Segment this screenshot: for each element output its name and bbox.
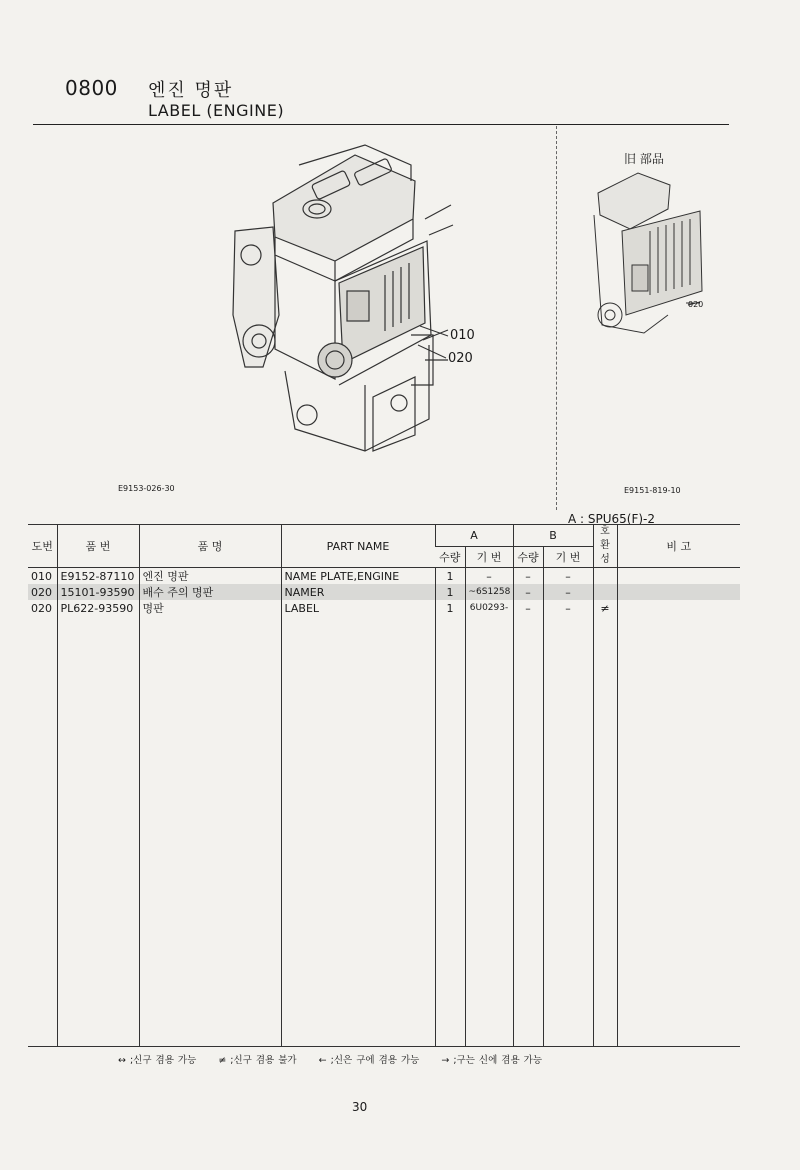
cell-name-ko: 엔진 명판 bbox=[139, 568, 281, 585]
cell-interchange bbox=[593, 584, 617, 600]
cell-interchange: ≠ bbox=[593, 600, 617, 616]
header-interchange: 호 환 성 bbox=[593, 525, 617, 568]
cell-a-qty: 1 bbox=[435, 568, 465, 585]
cell-remarks bbox=[617, 600, 740, 616]
legend-item: → ;구는 신에 겸용 가능 bbox=[441, 1055, 542, 1066]
cell-ref: 010 bbox=[31, 569, 52, 583]
section-title-english: LABEL (ENGINE) bbox=[148, 101, 285, 120]
callout-010: 010 bbox=[450, 328, 475, 343]
legend-item: ≠ ;신구 겸용 불가 bbox=[218, 1055, 297, 1066]
table-row bbox=[28, 584, 740, 600]
old-callout-020: 020 bbox=[688, 300, 704, 309]
cell-b-qty: – bbox=[513, 584, 543, 600]
header-ref-no: 도번 bbox=[28, 525, 57, 568]
cell-name-en: NAME PLATE,ENGINE bbox=[281, 568, 435, 585]
cell-remarks bbox=[617, 568, 740, 585]
cell-name-ko: 명판 bbox=[139, 600, 281, 616]
cell-remarks bbox=[617, 584, 740, 600]
header-group-b: B bbox=[513, 525, 593, 547]
cell-part-no: E9152-87110 bbox=[57, 568, 139, 585]
header-a-serial: 기 번 bbox=[465, 546, 513, 568]
cell-b-qty: – bbox=[513, 568, 543, 585]
callout-020: 020 bbox=[448, 351, 473, 366]
legend-item: ← ;신은 구에 겸용 가능 bbox=[318, 1055, 420, 1066]
cell-b-qty: – bbox=[513, 600, 543, 616]
header-part-no: 품 번 bbox=[57, 525, 139, 568]
old-parts-label: 旧 部品 bbox=[624, 152, 664, 166]
cell-a-serial: – bbox=[465, 568, 513, 585]
parts-table bbox=[28, 524, 740, 1047]
cell-part-no: PL622-93590 bbox=[57, 600, 139, 616]
legend-item: ↔ ;신구 겸용 가능 bbox=[118, 1055, 197, 1066]
cell-name-ko: 배수 주의 명판 bbox=[139, 584, 281, 600]
cell-ref: 020 bbox=[31, 601, 52, 615]
cell-b-serial: – bbox=[543, 568, 593, 585]
section-title-korean: 엔진 명판 bbox=[148, 80, 234, 101]
table-filler-row bbox=[28, 616, 740, 1047]
cell-a-qty: 1 bbox=[435, 600, 465, 616]
cell-interchange bbox=[593, 568, 617, 585]
cell-a-serial: ~6S1258 bbox=[465, 584, 513, 600]
figure-caption-right: E9151-819-10 bbox=[624, 486, 681, 495]
cell-a-qty: 1 bbox=[435, 584, 465, 600]
header-part-name-ko: 품 명 bbox=[139, 525, 281, 568]
header-b-qty: 수량 bbox=[513, 546, 543, 568]
callout-leaders bbox=[0, 0, 800, 500]
cell-ref: 020 bbox=[28, 584, 57, 600]
table-row bbox=[28, 600, 740, 616]
interchangeability-legend bbox=[118, 1052, 560, 1066]
cell-part-no: 15101-93590 bbox=[57, 584, 139, 600]
figure-caption-left: E9153-026-30 bbox=[118, 484, 175, 493]
cell-name-en: NAMER bbox=[281, 584, 435, 600]
header-a-qty: 수량 bbox=[435, 546, 465, 568]
header-b-serial: 기 번 bbox=[543, 546, 593, 568]
cell-a-serial: 6U0293- bbox=[465, 600, 513, 616]
model-note: A : SPU65(F)-2 bbox=[568, 512, 656, 526]
cell-b-serial: – bbox=[543, 584, 593, 600]
table-row bbox=[28, 568, 740, 585]
header-remarks: 비 고 bbox=[617, 525, 740, 568]
cell-b-serial: – bbox=[543, 600, 593, 616]
section-number: 0800 bbox=[65, 76, 118, 100]
page-number: 30 bbox=[352, 1100, 368, 1114]
header-part-name-en: PART NAME bbox=[281, 525, 435, 568]
header-group-a: A bbox=[435, 525, 513, 547]
cell-name-en: LABEL bbox=[281, 600, 435, 616]
